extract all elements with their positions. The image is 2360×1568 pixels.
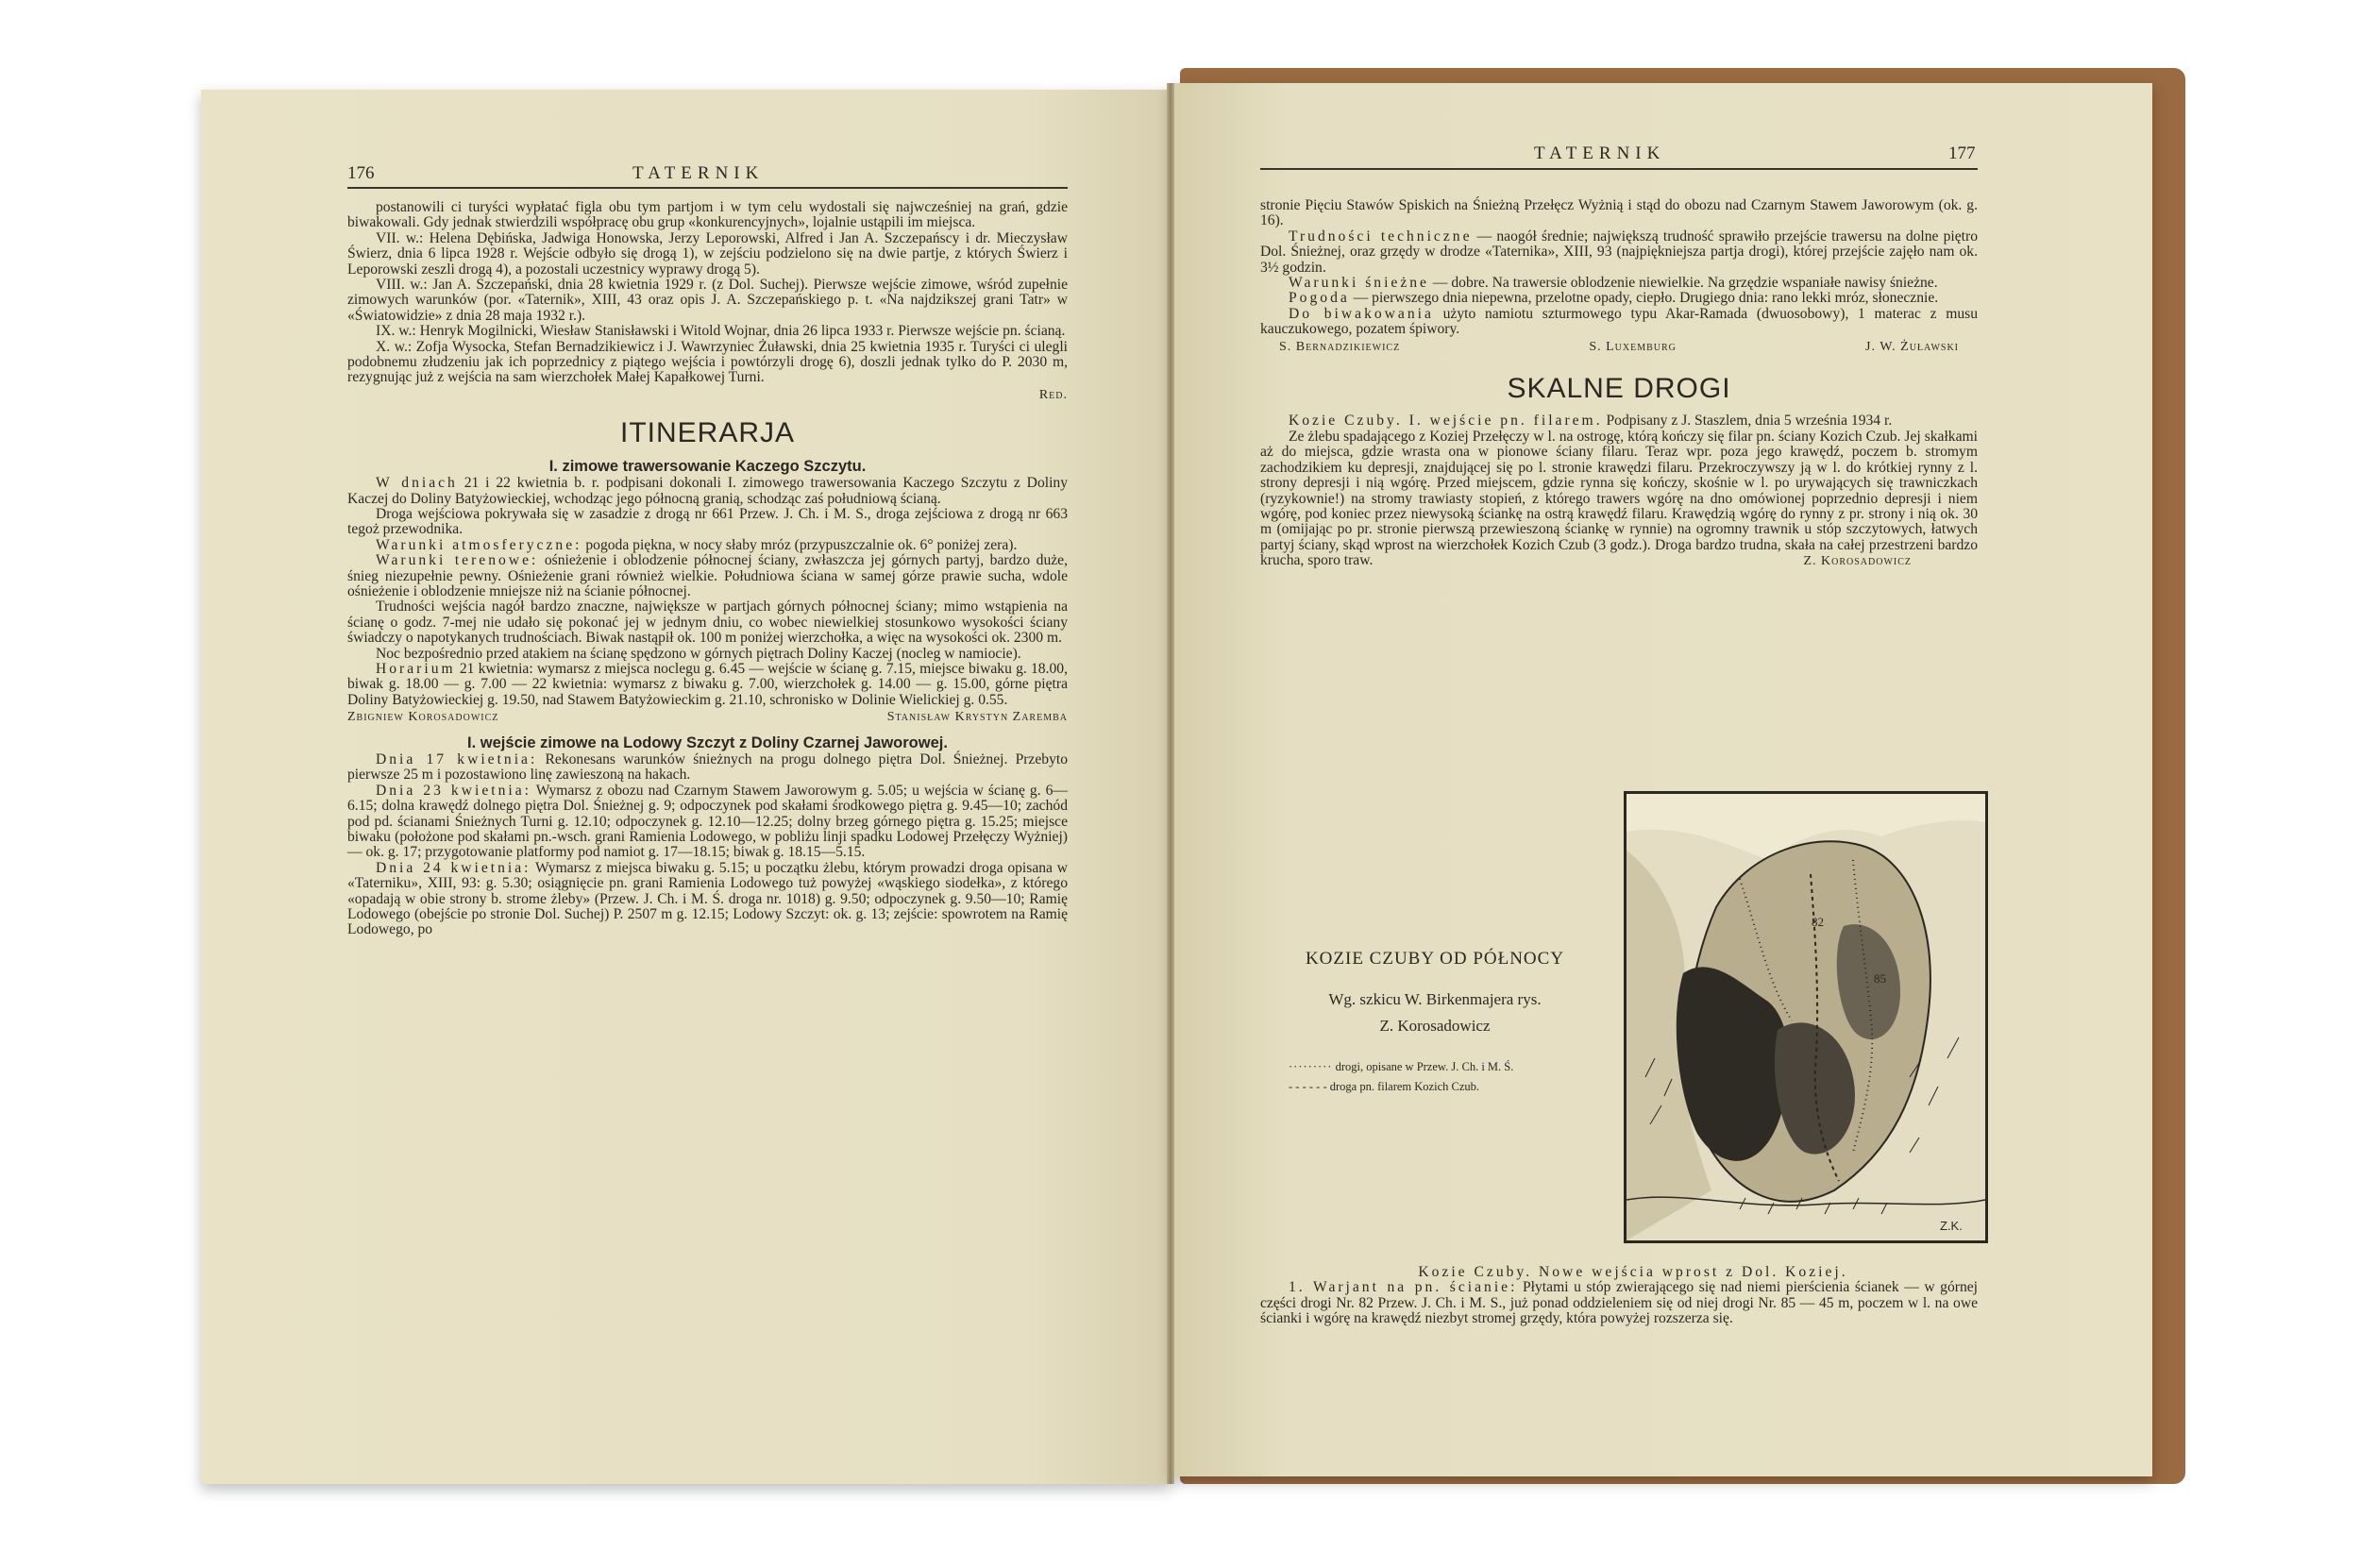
right-column-top	[1260, 198, 1978, 569]
paragraph-lead: Warunki śnieżne	[1289, 275, 1429, 292]
paragraph-text: Wymarsz z obozu nad Czarnym Stawem Jaworowym g. 5.05; u wejścia w ścianę g. 6—6.15; dolna krawędź dolnego piętra Dol. Śnieżnej g. 9; odpoczynek pod skałami środkowego piętra g. 9.45—10; zachód pod pd. ścianami Śnieżnych Turni g. 12.10; odpoczynek g. 12.10—12.25; dolny brzeg górnego piętra g. 15.25; miejsce biwaku (położone pod skałami pn.-wsch. grani Ramienia Lodowego, w pobliżu linji spadku Lodowej Przełęczy Wyżniej) — ok. g. 17; przygotowanie platformy pod namiot g. 17—18.15; biwak g. 18.15—5.15.	[347, 782, 1069, 861]
mountain-sketch	[1624, 791, 1988, 1243]
paragraph-text: 21 kwietnia: wymarsz z miejsca noclegu g. 6.45 — wejście w ścianę g. 7.15, miejsce biwaku g. 18.00, biwak g. 18.00 — g. 7.00 — 22 kwietnia: wymarsz z biwaku g. 7.00, wierzchołek g. 14.00 — g. 15.00, górne piętra Doliny Batyżowieckiej g. 19.50, nad Stawem Batyżowieckim g. 21.10, schronisko w Dolinie Wielickiej g. 0.55.	[347, 660, 1068, 708]
left-column	[347, 200, 1068, 938]
book-spine	[1167, 83, 1174, 1484]
signature-zaremba: Stanisław Krystyn Zaremba	[886, 710, 1068, 725]
paragraph: X. w.: Zofja Wysocka, Stefan Bernadzikiewicz i J. Wawrzyniec Żuławski, dnia 25 kwietnia 1935 r. Turyści ci ulegli podobnemu złudzeniu jak ich poprzednicy z piątego wejścia i powtórzyli drogę 6), doszli jednak tylko do P. 2030 m, rezygnując już z wejścia na sam wierzchołek Małej Kapałkowej Turni.	[347, 338, 1068, 386]
figure-caption	[1279, 949, 1591, 1094]
paragraph	[1260, 1280, 1978, 1326]
paragraph	[347, 599, 1068, 646]
paragraph-text: użyto namiotu szturmowego typu Akar-Ramada (dwuosobowy), 1 materac z musu kauczukowego, pozatem śpiwory.	[1260, 305, 1978, 338]
paragraph	[347, 507, 1068, 538]
artist-initials: Z.K.	[1940, 1219, 1963, 1233]
skalne-drogi-title: SKALNE DROGI	[1507, 373, 1731, 405]
paragraph: VII. w.: Helena Dębińska, Jadwiga Honowska, Jerzy Leporowski, Alfred i Jan A. Szczepańscy i dr. Mieczysław Świerz, dnia 6 lipca 1928 r. Wejście odbyło się drogą 1), w zejściu podzielono się na dwie partje, z których Świerz i Leporowski zeszli drogą 4), a pozostali uczestnicy wyprawy drogą 5).	[347, 229, 1068, 278]
right-header-rule	[1260, 168, 1978, 170]
paragraph	[1260, 307, 1978, 338]
paragraph-text: Noc bezpośrednio przed atakiem na ścianę spędzono w górnych piętrach Doliny Kaczej (nocleg w namiocie).	[376, 645, 1021, 662]
paragraph	[347, 476, 1068, 507]
paragraph-text: — dobre. Na trawersie oblodzenie niewielkie. Na grzędzie wspaniałe nawisy śnieżne.	[1428, 275, 1938, 292]
left-running-header: TATERNIK	[632, 163, 765, 183]
paragraph	[1260, 1265, 1978, 1280]
paragraph	[1260, 430, 1978, 569]
legend-dashed: - - - - - - droga pn. filarem Kozich Czub.	[1289, 1080, 1480, 1093]
paragraph-lead: Do biwakowania	[1289, 305, 1434, 322]
paragraph-text: — pierwszego dnia niepewna, przelotne opady, ciepło. Drugiego dnia: rano lekki mróz, słonecznie.	[1349, 290, 1939, 307]
paragraph-text: Trudności wejścia nagół bardzo znaczne, największe w partjach górnych północnej ściany; mimo wstąpienia na ścianę o godz. 7-mej nie udało się pokonać jej w jednym dniu, co wobec niewielkiej stosunkowo wysokości ściany świadczy o napotykanych trudnościach. Biwak nastąpił ok. 100 m poniżej wierzchołka, a więc na wysokości ok. 2300 m.	[347, 599, 1068, 647]
paragraph	[347, 647, 1068, 662]
paragraph-lead: Warunki terenowe:	[376, 552, 539, 569]
paragraph-lead: Kozie Czuby. Nowe wejścia wprost z Dol. Koziej.	[1418, 1264, 1848, 1280]
skalne-text	[1260, 413, 1978, 568]
paragraph: VIII. w.: Jan A. Szczepański, dnia 28 kwietnia 1929 r. (z Dol. Suchej). Pierwsze wejście zimowe, wśród zupełnie zimowych warunków (por. «Taternik», XIII, 43 oraz opis J. A. Szczepańskiego p. t. «Na najdzikszej grani Tatr» w «Światowidzie» z dnia 28 maja 1932 r.).	[347, 277, 1068, 324]
paragraph-lead: Horarium	[376, 660, 456, 677]
right-signatures	[1260, 340, 1978, 355]
left-header-rule	[347, 187, 1068, 189]
paragraph-text: — naogół średnie; największą trudność sprawiło przejście trawersu na dolne piętro Dol. Śnieżnej, oraz grzędy w drodze «Taternika», XIII, 93 (najpiękniejsza partja drogi), której przejście zajęło nam ok. 3½ godzin.	[1260, 228, 1978, 276]
paragraph: IX. w.: Henryk Mogilnicki, Wiesław Stanisławski i Witold Wojnar, dnia 26 lipca 1933 r. Pierwsze wejście pn. ścianą.	[376, 323, 1066, 340]
paragraph-lead: Trudności techniczne	[1289, 228, 1473, 244]
paragraph-lead: Pogoda	[1289, 290, 1350, 307]
paragraph-text: Droga wejściowa pokrywała się w zasadzie z drogą nr 661 Przew. J. Ch. i M. S., droga zejściowa z drogą nr 663 tegoż przewodnika.	[347, 505, 1068, 538]
itin2-text	[347, 752, 1068, 938]
right-page-number: 177	[1948, 143, 1976, 163]
paragraph-lead: Warunki atmosferyczne:	[376, 536, 582, 553]
paragraph-lead: Dnia 17 kwietnia:	[376, 751, 538, 767]
paragraph	[1260, 229, 1978, 276]
paragraph-text: stronie Pięciu Stawów Spiskich na Śnieżną Przełęcz Wyżnią i stąd do obozu nad Czarnym Stawem Jaworowym (ok. g. 16).	[1260, 197, 1978, 229]
paragraph-text: Płytami u stóp zwierającego się nad niemi pierścienia ścianek — w górnej części drogi Nr. 82 Przew. J. Ch. i M. S., już ponad oddzieleniem się od niej drogi Nr. 85 — 45 m, poczem w l. na owe ścianki i wgórę na krawędź niezbyt stromej grzędy, która powyżej rozszerza się.	[1260, 1279, 1979, 1327]
signature-korosadowicz: Zbigniew Korosadowicz	[347, 710, 499, 725]
paragraph-text: ośnieżenie i oblodzenie północnej ściany, zwłaszcza jej górnych partyj, bardzo duże, śnieg niezupełnie pewny. Ośnieżenie grani również wielkie. Południowa ściana w samej górze prawie sucha, wdole ośnieżenie i oblodzenie mniejsze niż na ścianie północnej.	[347, 552, 1068, 599]
right-running-header: TATERNIK	[1534, 143, 1666, 163]
paragraph	[347, 553, 1068, 599]
itin2-title: I. wejście zimowe na Lodowy Szczyt z Doliny Czarnej Jaworowej.	[467, 733, 948, 751]
paragraph-lead: 1. Warjant na pn. ścianie:	[1289, 1279, 1518, 1296]
skalne-signature: Z. Korosadowicz	[1803, 553, 1912, 568]
signature-luxemburg: S. Luxemburg	[1589, 339, 1677, 354]
figure-artist: Z. Korosadowicz	[1379, 1017, 1491, 1035]
route-82-label: 82	[1812, 915, 1824, 929]
paragraph	[347, 662, 1068, 708]
paragraph-text: Rekonesans warunków śnieżnych na progu dolnego piętra Dol. Śnieżnej. Przebyto pierwsze 25 m i pozostawiono linę zawieszoną na hakach.	[347, 751, 1068, 784]
paragraph-text: Podpisany z J. Staszlem, dnia 5 września 1934 r.	[1602, 413, 1893, 430]
itinerarja-title: ITINERARJA	[619, 417, 796, 449]
paragraph-text: Ze żlebu spadającego z Koziej Przełęczy w l. na ostrogę, którą kończy się filar pn. ściany Kozich Czub. Jej skałkami aż do miejsca, gdzie wrasta ona w pionowe ściany filaru. Teraz wpr. poza jego krawędź, poczem b. stromym zachodzikiem ku depresji, znajdującej się po l. stronie krawędzi filaru. Przekroczywszy ją w l. do krótkiej rynny z l. strony depresji i nią wgórę. Przed miejscem, gdzie rynna się kończy, skośnie w l. po urywających się trawniczkach (ryzykownie!) na stromy trawiasty stopień, z którego trawers wgórę na dno omówionej poprzednio depresji i niem wgórę, pod koniec przez niewysoką ściankę na ostrą krawędź filaru. Krawędzią wgórę do rynny z pr. strony i nią ok. 30 m (omijając po pr. stronie pierwszą przewieszoną ściankę w rynnie) na ogromny trawnik u stóp szczytowych, łatwych partyj ściany, skąd wprost na wierzchołek Kozich Czub (3 godz.). Droga bardzo trudna, skała na całej przestrzeni bardzo krucha, sporo traw.	[1260, 428, 1978, 569]
paragraph	[347, 752, 1068, 784]
paragraph	[347, 538, 1068, 553]
itin1-title: I. zimowe trawersowanie Kaczego Szczytu.	[548, 457, 867, 475]
paragraph	[347, 861, 1068, 938]
paragraph: postanowili ci turyści wypłatać figla obu tym partjom i w tym celu wydostali się najwcześniej na grań, gdzie biwakowali. Gdy jednak stwierdzili współpracę obu grup «konkurencyjnych», lojalnie ustąpili im miejsca.	[347, 199, 1068, 231]
paragraph-text: Wymarsz z miejsca biwaku g. 5.15; u początku żlebu, którym prowadzi droga opisana w «Taterniku», XIII, 93: g. 5.30; osiągnięcie pn. grani Ramienia Lodowego tuż powyżej «wąskiego siodełka», z którego «opadają w obie strony b. strome żleby» (Przew. J. Ch. i M. Ś. droga nr. 1018) g. 9.50; odpoczynek g. 9.50—10; Ramię Lodowego (obejście po stronie Dol. Suchej) P. 2507 m g. 12.15; Lodowy Szczyt: ok. g. 13; zejście: spowrotem na Ramię Lodowego, po	[347, 859, 1069, 938]
paragraph	[1260, 276, 1978, 291]
itin1-text	[347, 476, 1068, 708]
figure-title: KOZIE CZUBY OD PÓŁNOCY	[1305, 949, 1565, 969]
right-column-bottom	[1260, 1265, 1978, 1327]
paragraph	[1260, 413, 1978, 429]
red-signature: Red.	[1038, 387, 1068, 402]
mountain-sketch-svg	[1627, 794, 1985, 1240]
paragraph-lead: W dniach	[376, 475, 458, 492]
itin1-signatures	[347, 710, 1068, 725]
signature-zulawski: J. W. Żuławski	[1865, 339, 1959, 354]
paragraph-text: pogoda piękna, w nocy słaby mróz (przypuszczalnie ok. 6° poniżej zera).	[582, 536, 1018, 553]
paragraph-lead: Kozie Czuby. I. wejście pn. filarem.	[1289, 413, 1603, 430]
legend-dotted: ········· drogi, opisane w Przew. J. Ch. i M. Ś.	[1289, 1060, 1514, 1073]
right-top-text	[1260, 198, 1978, 338]
signature-bernadzikiewicz: S. Bernadzikiewicz	[1279, 339, 1401, 354]
paragraph-text: 21 i 22 kwietnia b. r. podpisani dokonali I. zimowego trawersowania Kaczego Szczytu z Doliny Kaczej do Doliny Batyżowieckiej, wchodząc jego północną granią, schodząc zaś południową ścianą.	[347, 475, 1069, 507]
right-bottom-text	[1260, 1265, 1978, 1327]
paragraph-lead: Dnia 24 kwietnia:	[376, 859, 531, 876]
paragraph	[347, 784, 1068, 861]
paragraph	[1260, 291, 1978, 306]
route-85-label: 85	[1874, 971, 1886, 986]
left-page-number: 176	[347, 163, 375, 183]
paragraph-lead: Dnia 23 kwietnia:	[376, 782, 531, 799]
paragraph	[1260, 198, 1978, 229]
intro-text	[347, 200, 1068, 386]
figure-credit: Wg. szkicu W. Birkenmajera rys.	[1328, 990, 1542, 1008]
